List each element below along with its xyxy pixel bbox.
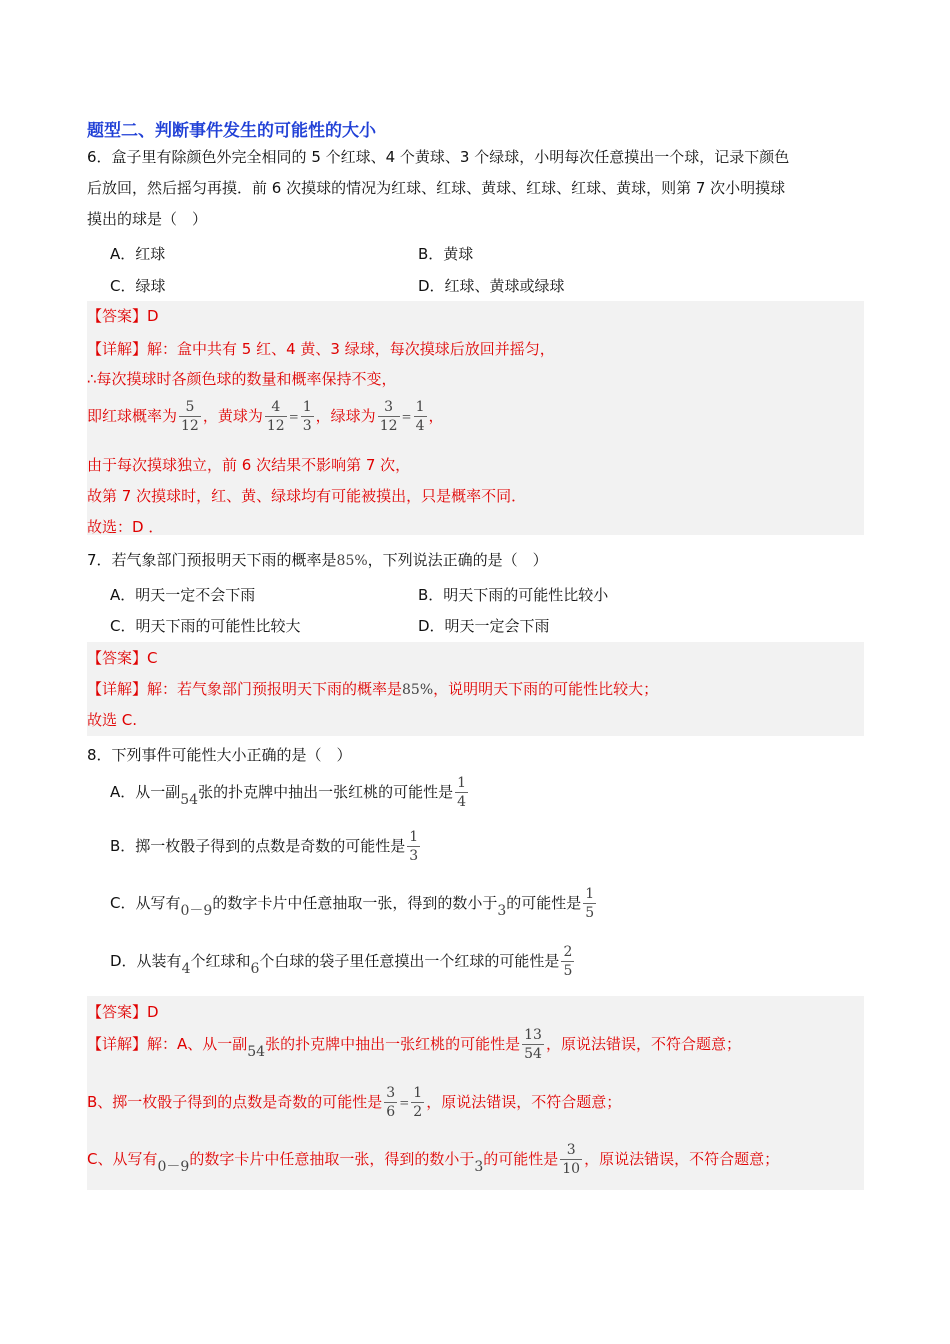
q8-detail-3: C、从写有0－9的数字卡片中任意抽取一张，得到的数小于3的可能性是 $\frac{3}{10}$ ，原说法错误，不符合题意； xyxy=(87,1142,780,1177)
q6-d3-text-a: 即红球概率为 xyxy=(87,407,178,425)
q8-option-c: C．从写有0－9的数字卡片中任意抽取一张，得到的数小于3的可能性是 $\frac{1}{5}$ xyxy=(110,886,595,921)
q8d-fraction: $\frac{2}{5}$ xyxy=(563,944,573,979)
question-7-stem: 7．若气象部门预报明天下雨的概率是85%，下列说法正确的是（ ） xyxy=(87,551,548,569)
q6-detail-1: 【详解】解：盒中共有 5 红、4 黄、3 绿球，每次摸球后放回并摇匀， xyxy=(87,340,555,358)
q6-detail-5: 故第 7 次摸球时，红、黄、绿球均有可能被摸出，只是概率不同． xyxy=(87,487,527,505)
q6-option-c: C．绿球 xyxy=(110,277,166,295)
q6-option-a: A．红球 xyxy=(110,245,166,263)
q7-option-d: D．明天一定会下雨 xyxy=(418,617,550,635)
q6-detail-6: 故选：D ． xyxy=(87,518,164,536)
q6-answer-box xyxy=(87,301,864,535)
q6-detail-3: 即红球概率为 $\frac{5}{12}$ ，黄球为 $\frac{4}{12}$ = $\frac{1}{3}$ ，绿球为 $\frac{3}{12}$ = $\frac{1}{4}$ ， xyxy=(87,399,444,434)
q8-detail-1: 【详解】解：A、从一副54张的扑克牌中抽出一张红桃的可能性是 $\frac{13}{54}$ ，原说法错误，不符合题意； xyxy=(87,1027,741,1062)
q8b-fraction: $\frac{1}{3}$ xyxy=(409,829,419,864)
q8a-fraction: $\frac{1}{4}$ xyxy=(457,775,467,810)
q8c-fraction: $\frac{1}{5}$ xyxy=(585,886,595,921)
q6-detail-4: 由于每次摸球独立，前 6 次结果不影响第 7 次， xyxy=(87,456,411,474)
q7-option-b: B．明天下雨的可能性比较小 xyxy=(418,586,609,604)
fraction-green-1: $\frac{3}{12}$ xyxy=(379,399,398,434)
q8-detail-b-fraction-1: $\frac{3}{6}$ xyxy=(386,1085,396,1120)
q8-option-b: B．掷一枚骰子得到的点数是奇数的可能性是 $\frac{1}{3}$ xyxy=(110,829,419,864)
q7-answer: 【答案】C xyxy=(87,649,158,667)
section-title: 题型二、判断事件发生的可能性的大小 xyxy=(87,121,376,141)
question-6-stem xyxy=(87,142,864,235)
q6-option-d: D．红球、黄球或绿球 xyxy=(418,277,565,295)
q8-option-a: A．从一副54张的扑克牌中抽出一张红桃的可能性是 $\frac{1}{4}$ xyxy=(110,775,467,810)
fraction-red: $\frac{5}{12}$ xyxy=(181,399,199,434)
fraction-yellow-2: $\frac{1}{3}$ xyxy=(302,399,312,434)
question-8-stem: 8．下列事件可能性大小正确的是（ ） xyxy=(87,746,352,764)
q6-d3-text-b: ，黄球为 xyxy=(202,407,263,425)
q6-detail-2: ∴每次摸球时各颜色球的数量和概率保持不变， xyxy=(87,370,397,388)
fraction-green-2: $\frac{1}{4}$ xyxy=(415,399,425,434)
q8-option-d: D．从装有4个红球和6个白球的袋子里任意摸出一个红球的可能性是 $\frac{2}{5}$ xyxy=(110,944,573,979)
q8-detail-c-fraction: $\frac{3}{10}$ xyxy=(562,1142,581,1177)
q8-answer: 【答案】D xyxy=(87,1003,159,1021)
q7-detail-1: 【详解】解：若气象部门预报明天下雨的概率是85%，说明明天下雨的可能性比较大； xyxy=(87,680,659,698)
q8-answer-box xyxy=(87,996,864,1190)
q6-option-b: B．黄球 xyxy=(418,245,474,263)
q7-option-a: A．明天一定不会下雨 xyxy=(110,586,256,604)
q8-detail-b-fraction-2: $\frac{1}{2}$ xyxy=(413,1085,423,1120)
q6-d3-text-c: ，绿球为 xyxy=(315,407,376,425)
q6-line-3: 摸出的球是（ ） xyxy=(87,210,208,228)
q8-detail-a-fraction: $\frac{13}{54}$ xyxy=(524,1027,542,1062)
q7-percent: 85% xyxy=(336,553,368,569)
q8-detail-2: B、掷一枚骰子得到的点数是奇数的可能性是 $\frac{3}{6}$ = $\frac{1}{2}$ ，原说法错误，不符合题意； xyxy=(87,1085,622,1120)
q7-answer-box xyxy=(87,642,864,736)
q6-line-2: 后放回，然后摇匀再摸．前 6 次摸球的情况为红球、红球、黄球、红球、红球、黄球，则第 7 次小明摸球 xyxy=(87,179,786,197)
q6-answer: 【答案】D xyxy=(87,307,159,325)
q7-detail-2: 故选 C. xyxy=(87,711,138,729)
q7-option-c: C．明天下雨的可能性比较大 xyxy=(110,617,301,635)
fraction-yellow-1: $\frac{4}{12}$ xyxy=(266,399,285,434)
q6-line-1: 6．盒子里有除颜色外完全相同的 5 个红球、4 个黄球、3 个绿球，小明每次任意摸出一个球，记录下颜色 xyxy=(87,148,790,166)
